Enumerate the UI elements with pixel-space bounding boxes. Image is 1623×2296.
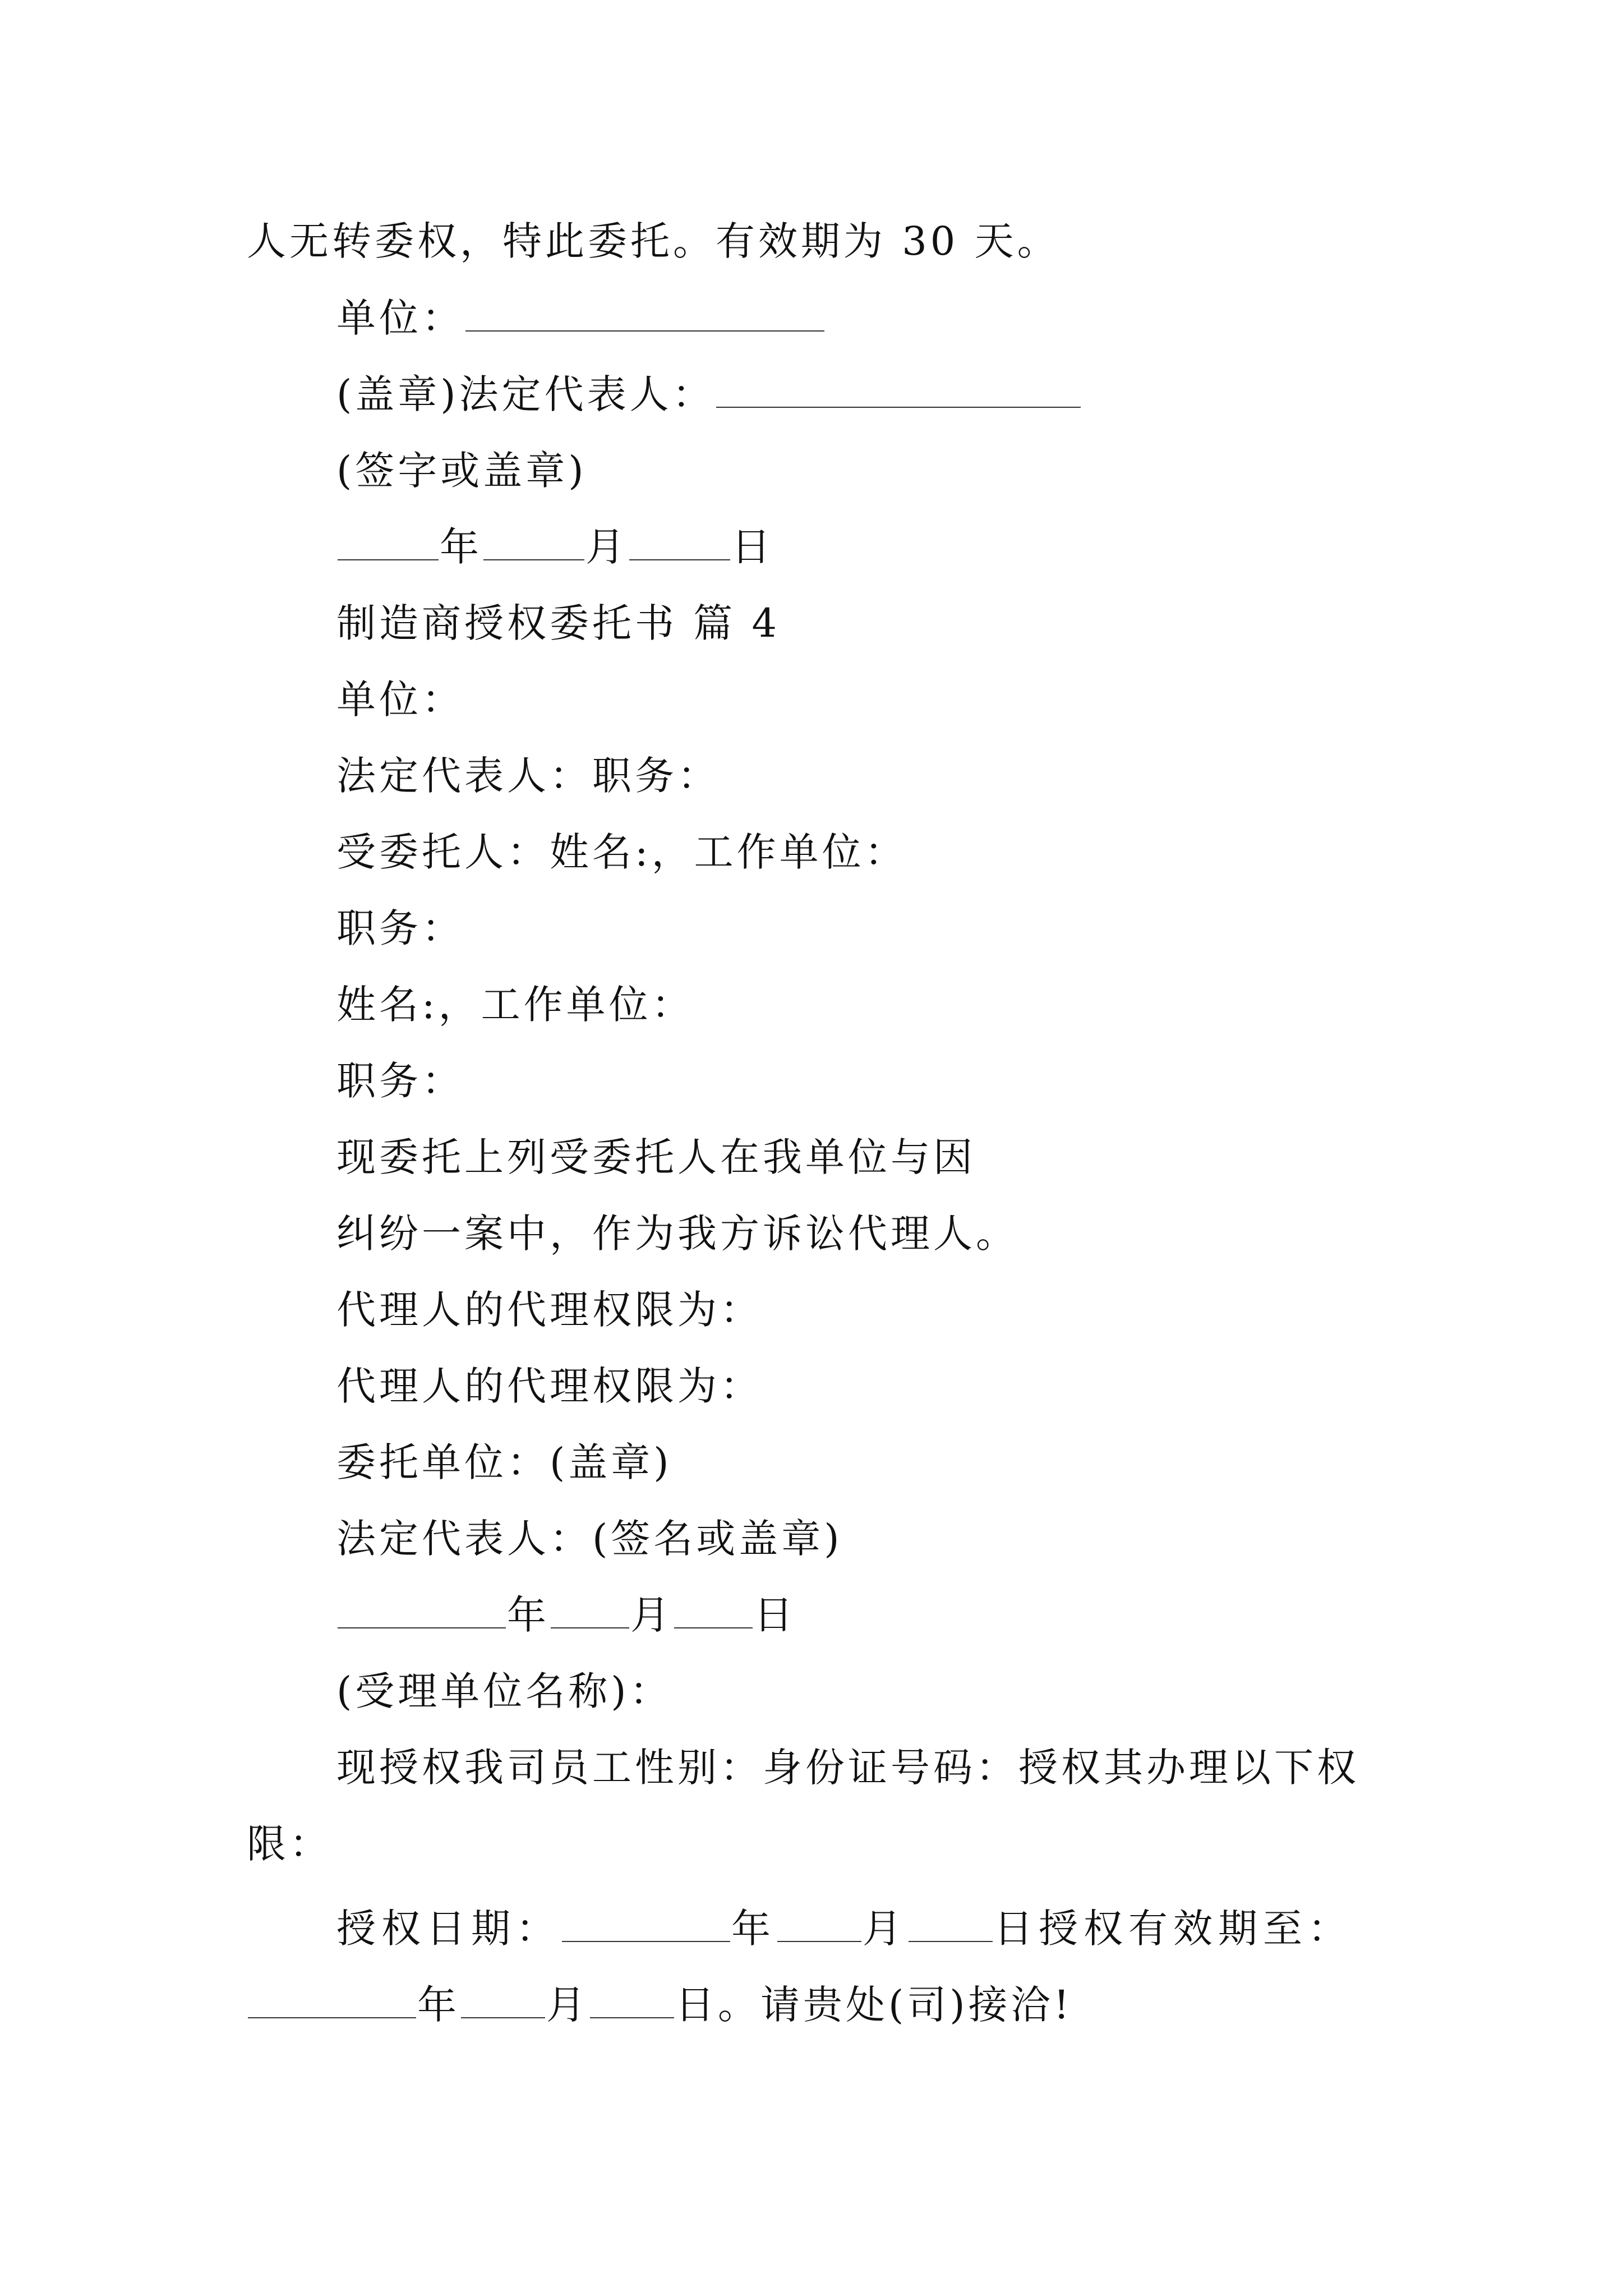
fill-in-blank <box>483 524 584 560</box>
text: 限： <box>247 1821 332 1867</box>
heading-text: 制造商授权委托书 篇 4 <box>336 600 781 646</box>
text: (受理单位名称)： <box>336 1668 672 1714</box>
label: 单位： <box>336 295 464 341</box>
text-line <box>336 1437 672 1488</box>
fill-in-blank <box>562 1906 730 1942</box>
text: 纠纷一案中，作为我方诉讼代理人。 <box>336 1211 1018 1257</box>
text: 现委托上列受委托人在我单位与因 <box>336 1134 976 1180</box>
fill-in-blank <box>248 1982 416 2018</box>
text-line <box>336 293 826 343</box>
fill-in-blank <box>777 1906 861 1942</box>
text-line <box>247 216 1060 266</box>
month-label: 月 <box>546 1982 589 2028</box>
text-line <box>336 751 720 801</box>
fill-in-blank <box>461 1982 545 2018</box>
fill-in-blank <box>465 296 824 332</box>
text: 职务： <box>336 905 464 951</box>
text: 姓名:，工作单位： <box>336 982 694 1028</box>
label: (盖章)法定代表人： <box>336 371 715 417</box>
fill-in-blank <box>590 1982 674 2018</box>
month-label: 月 <box>585 524 628 570</box>
text: 代理人的代理权限为： <box>336 1287 763 1333</box>
text-line <box>336 1666 672 1717</box>
fill-in-blank <box>909 1906 993 1942</box>
text: 委托单位：(盖章) <box>336 1439 672 1485</box>
text-line <box>336 1361 763 1411</box>
month-label: 月 <box>630 1592 673 1638</box>
text: 法定代表人：(签名或盖章) <box>336 1516 843 1562</box>
text-line <box>336 903 464 954</box>
text-line <box>336 1208 1018 1259</box>
text: 人无转委权，特此委托。有效期为 30 天。 <box>247 218 1060 264</box>
date-line <box>336 522 774 572</box>
text-line <box>336 369 1082 420</box>
text: 代理人的代理权限为： <box>336 1363 763 1409</box>
date-line <box>247 1980 1073 2030</box>
fill-in-blank <box>716 372 1081 408</box>
text-line <box>336 827 907 877</box>
text-line <box>247 1819 332 1869</box>
text: 单位： <box>336 677 464 723</box>
year-label: 年 <box>417 1982 460 2028</box>
day-label: 日 <box>754 1592 796 1638</box>
year-label: 年 <box>731 1906 776 1952</box>
year-label: 年 <box>440 524 482 570</box>
text-line <box>336 1132 976 1182</box>
fill-in-blank <box>551 1593 629 1628</box>
text: 日授权有效期至： <box>994 1906 1353 1952</box>
section-heading <box>336 598 780 648</box>
day-label: 日 <box>731 524 774 570</box>
text-line <box>336 1285 763 1335</box>
text: 职务： <box>336 1058 464 1104</box>
date-line <box>336 1903 1353 1954</box>
text: 法定代表人：职务： <box>336 753 720 799</box>
fill-in-blank <box>629 524 730 560</box>
fill-in-blank <box>338 524 439 560</box>
text-line <box>336 1513 843 1564</box>
text: 现授权我司员工性别：身份证号码：授权其办理以下权 <box>336 1745 1359 1791</box>
text-line <box>336 1056 464 1106</box>
fill-in-blank <box>338 1593 506 1628</box>
text: (签字或盖章) <box>336 448 587 494</box>
fill-in-blank <box>674 1593 753 1628</box>
text-line <box>336 674 464 725</box>
text: 受委托人：姓名:，工作单位： <box>336 829 907 875</box>
month-label: 月 <box>863 1906 907 1952</box>
text: 日。请贵处(司)接洽! <box>675 1982 1073 2028</box>
label: 授权日期： <box>336 1906 561 1952</box>
year-label: 年 <box>507 1592 550 1638</box>
text-line <box>336 1742 1359 1793</box>
text-line <box>336 979 694 1030</box>
text-line <box>336 445 587 496</box>
date-line <box>336 1590 796 1640</box>
